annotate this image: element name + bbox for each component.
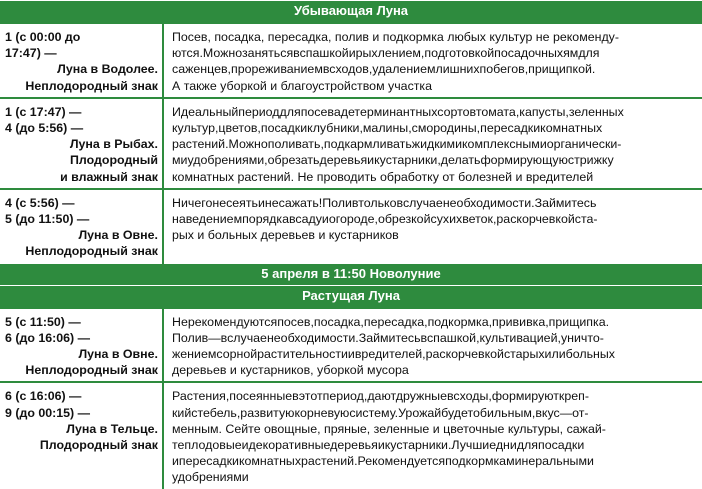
period-date-start: 5 (с 11:50) —	[5, 314, 81, 329]
section-title-waxing: Растущая Луна	[0, 285, 702, 308]
description-line: культур,цветов,посадкиклубники,малины,смородины,пересадкикомнатных	[172, 121, 603, 136]
table-row	[0, 23, 702, 98]
moon-sign: Луна в Овне.	[78, 228, 158, 243]
sign-fertility: Неплодородный знак	[25, 78, 158, 93]
table-row	[0, 189, 702, 263]
period-cell	[0, 23, 163, 98]
description-line: саженцев,прореживаниемвсходов,удалениемлишнихпобегов,прищипкой.	[172, 62, 596, 77]
period-date-start: 6 (с 16:06) —	[5, 389, 82, 404]
description-line: рых и больных деревьев и кустарников	[172, 228, 399, 243]
description-cell	[163, 98, 702, 189]
table-row	[0, 382, 702, 488]
description-line: Нерекомендуютсяпосев,посадка,пересадка,подкормка,прививка,прищипка.	[172, 314, 610, 329]
table-row	[0, 308, 702, 383]
description-line: деревьев и кустарников, уборкой мусора	[172, 363, 409, 378]
moon-sign: Луна в Тельце.	[66, 421, 158, 436]
period-cell	[0, 382, 163, 488]
moon-sign: Луна в Водолее.	[57, 62, 158, 77]
description-line: комнатных растений. Не проводить обработку от болезней и вредителей	[172, 169, 594, 184]
period-cell	[0, 308, 163, 383]
moon-sign: Луна в Рыбах.	[69, 137, 158, 152]
section-title-newmoon: 5 апреля в 11:50 Новолуние	[0, 263, 702, 285]
description-line: ипересадкикомнатныхрастений.Рекомендуетсяподкормкаминеральными	[172, 454, 594, 469]
sign-fertility: Плодородный	[70, 153, 158, 168]
section-title-waning: Убывающая Луна	[0, 1, 702, 24]
description-line: Полив—вслучаенеобходимости.Займитесьвспашкой,культивацией,уничто-	[172, 330, 604, 345]
period-date-start: 1 (с 17:47) —	[5, 104, 82, 119]
period-date-end: 9 (до 00:15) —	[5, 405, 90, 420]
description-cell	[163, 308, 702, 383]
sign-fertility: Неплодородный знак	[25, 244, 158, 259]
description-cell	[163, 23, 702, 98]
description-line: наведениемпорядкавсадуиогороде,обрезкойсухихветок,раскорчевкойста-	[172, 212, 598, 227]
description-line: А также уборкой и благоустройством участка	[172, 78, 433, 93]
description-line: Растения,посеянныевэтотпериод,даютдружныевсходы,формируюткреп-	[172, 389, 589, 404]
period-cell	[0, 189, 163, 263]
description-line: менным. Сейте овощные, пряные, зеленные и цветочные культуры, сажай-	[172, 421, 606, 436]
description-line: Ничегонесеятьинесажать!Поливтольковслучаенеобходимости.Займитесь	[172, 195, 597, 210]
sign-fertility: Неплодородный знак	[25, 363, 158, 378]
description-line: Посев, посадка, пересадка, полив и подкормка любых культур не рекоменду-	[172, 30, 620, 44]
description-line: теплодовыеидекоративныедеревьяикустарники.Лучшиеднидляпосадки	[172, 438, 585, 453]
period-date-start: 4 (с 5:56) —	[5, 195, 75, 210]
description-line: Идеальныйпериоддляпосевадетерминантныхсортовтомата,капусты,зеленных	[172, 104, 624, 119]
section-header-newmoon	[0, 263, 702, 285]
period-date-end: 6 (до 16:06) —	[5, 330, 90, 345]
period-date-end: 4 (до 5:56) —	[5, 121, 84, 136]
description-cell	[163, 382, 702, 488]
moon-sign: Луна в Овне.	[78, 347, 158, 362]
description-line: кийстебель,развитуюкорневуюсистему.Урожайбудетобильным,вкус—от-	[172, 405, 589, 420]
section-header-waxing	[0, 285, 702, 308]
period-date-end: 17:47) —	[5, 46, 57, 61]
sign-fertility-extra: и влажный знак	[60, 169, 158, 184]
description-line: миудобрениями,обрезатьдеревьяикустарники,делатьформирующуюстрижку	[172, 153, 614, 168]
description-cell	[163, 189, 702, 263]
period-date-start: 1 (с 00:00 до	[5, 30, 81, 44]
description-line: жениемсорнойрастительностиивредителей,раскорчевкойстарыхилибольных	[172, 347, 615, 362]
table-row	[0, 98, 702, 189]
period-cell	[0, 98, 163, 189]
description-line: удобрениями	[172, 470, 249, 485]
sign-fertility: Плодородный знак	[39, 438, 158, 453]
period-date-end: 5 (до 11:50) —	[5, 212, 90, 227]
section-header-waning	[0, 1, 702, 24]
description-line: ются.Можнозанятьсявспашкойирыхлением,подготовкойпосадочныхямдля	[172, 46, 600, 61]
description-line: растений.Можнополивать,подкармливатьжидкимикомплекснымиорганически-	[172, 137, 622, 152]
